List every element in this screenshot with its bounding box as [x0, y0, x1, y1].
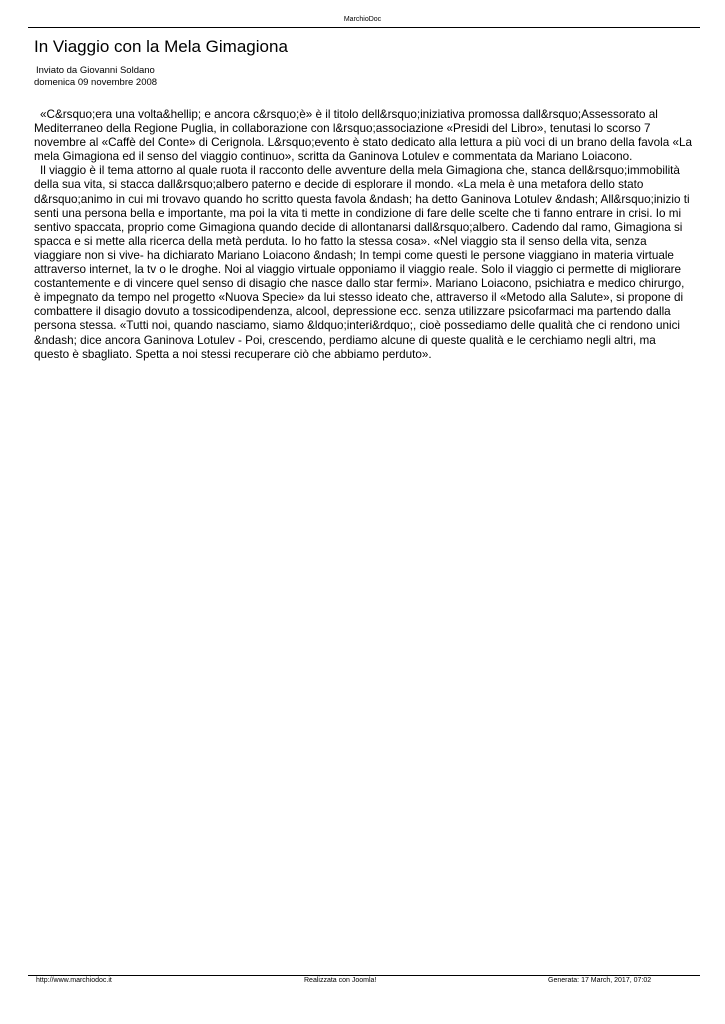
page-title: In Viaggio con la Mela Gimagiona — [34, 37, 288, 56]
article-paragraph: Il viaggio è il tema attorno al quale ruota il racconto delle avventure della mela Gimagiona che, stanca dell&rsquo;immobilità della sua vita, si stacca dall&rsquo;albero paterno e decide di esplorare il mondo. «La mela è una metafora dello stato d&rsquo;animo in cui mi trovavo quando ho scritto questa favola &ndash; ha detto Ganinova Lotulev &ndash; All&rsquo;inizio ti senti una persona bella e importante, ma poi la vita ti mette in condizione di fare delle scelte che ti fanno entrare in crisi. Io mi sentivo spaccata, proprio come Gimagiona quando decide di allontanarsi dall&rsquo;albero. Cadendo dal ramo, Gimagiona si spacca e si mette alla ricerca della metà perduta. Io ho fatto la stessa cosa». «Nel viaggio sta il senso della vita, senza viaggiare non si vive- ha dichiarato Mariano Loiacono &ndash; In tempi come questi le persone viaggiano in materia virtuale attraverso internet, la tv o le droghe. Noi al viaggio virtuale opponiamo il viaggio reale. Solo il viaggio ci permette di migliorare costantemente e di vincere quel senso di disagio che nasce dallo star fermi». Mariano Loiacono, psichiatra e medico chirurgo, è impegnato da tempo nel progetto «Nuova Specie» da lui stesso ideato che, attraverso il «Metodo alla Salute», si propone di combattere il disagio dovuto a tossicodipendenza, alcool, depressione ecc. senza utilizzare psicofarmaci ma partendo dalla persona stessa. «Tutti noi, quando nasciamo, siamo &ldquo;interi&rdquo;, cioè possediamo delle qualità che ci rendono unici &ndash; dice ancora Ganinova Lotulev - Poi, crescendo, perdiamo alcune di queste qualità e le cerchiamo negli altri, ma questo è sbagliato. Spetta a noi stessi recuperare ciò che abbiamo perduto». — [34, 164, 690, 361]
site-name-header: MarchioDoc — [343, 16, 382, 23]
header-divider — [28, 27, 700, 28]
footer-powered-by: Realizzata con Joomla! — [304, 977, 377, 984]
article-byline: Inviato da Giovanni Soldano — [36, 65, 155, 76]
footer-generated-date: Generata: 17 March, 2017, 07:02 — [548, 977, 652, 984]
article-date: domenica 09 novembre 2008 — [34, 77, 158, 88]
footer-site-url[interactable]: http://www.marchiodoc.it — [36, 977, 112, 984]
article-paragraph: «C&rsquo;era una volta&hellip; e ancora c&rsquo;è» è il titolo dell&rsquo;iniziativa promossa dall&rsquo;Assessorato al Mediterraneo della Regione Puglia, in collaborazione con l&rsquo;associazione «Presidi del Libro», tenutasi lo scorso 7 novembre al «Caffè del Conte» di Cerignola. L&rsquo;evento è stato dedicato alla lettura a più voci di un brano della favola «La mela Gimagiona ed il senso del viaggio continuo», scritta da Ganinova Lotulev e commentata da Mariano Loiacono. — [34, 108, 692, 164]
footer-divider — [28, 975, 700, 976]
article-body — [34, 108, 694, 362]
